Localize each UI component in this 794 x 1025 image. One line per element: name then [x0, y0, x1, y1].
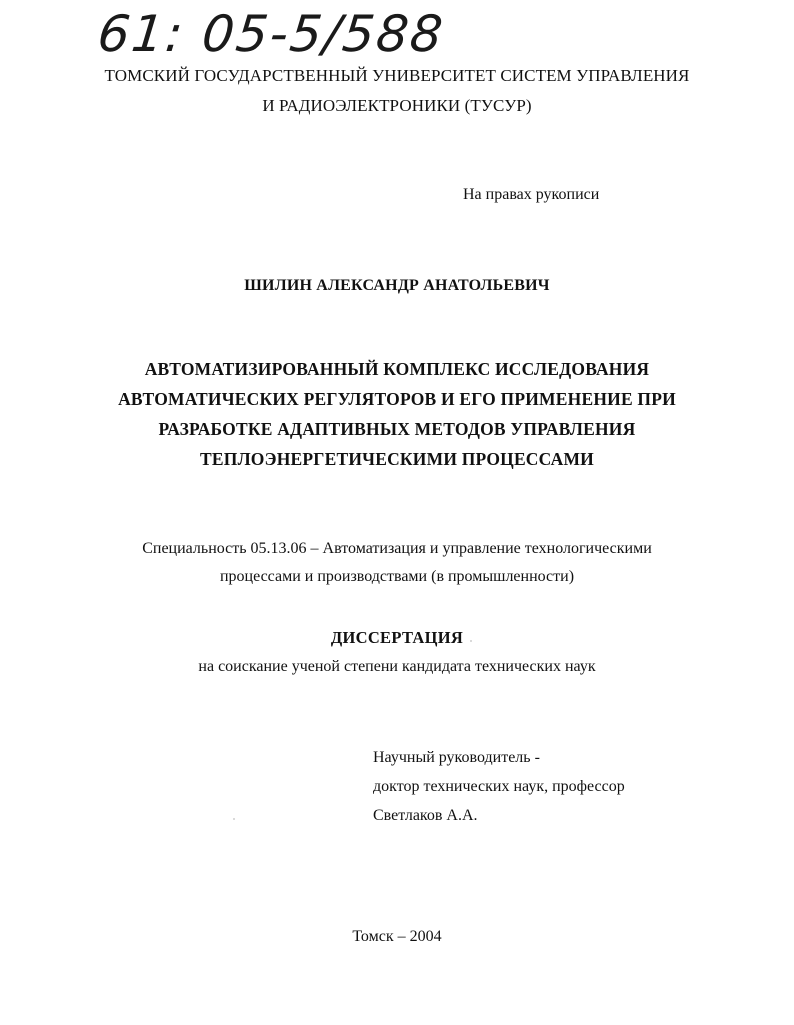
- city-and-year: Томск – 2004: [352, 928, 442, 945]
- thesis-title-line-2: АВТОМАТИЧЕСКИХ РЕГУЛЯТОРОВ И ЕГО ПРИМЕНЕНИЕ ПРИ: [118, 389, 676, 409]
- specialty-line-1: Специальность 05.13.06 – Автоматизация и управление технологическими: [142, 540, 652, 557]
- degree-statement: на соискание ученой степени кандидата технических наук: [198, 658, 596, 675]
- institution-name-line-1: ТОМСКИЙ ГОСУДАРСТВЕННЫЙ УНИВЕРСИТЕТ СИСТЕМ УПРАВЛЕНИЯ: [104, 66, 690, 85]
- thesis-title-line-1: АВТОМАТИЗИРОВАННЫЙ КОМПЛЕКС ИССЛЕДОВАНИЯ: [144, 359, 650, 379]
- scan-speck: [470, 640, 472, 642]
- manuscript-rights-note: На правах рукописи: [463, 186, 600, 203]
- scan-speck: [233, 818, 235, 820]
- specialty-line-2: процессами и производствами (в промышленности): [219, 568, 575, 585]
- advisor-credentials: доктор технических наук, профессор: [373, 778, 625, 795]
- institution-name-line-2: И РАДИОЭЛЕКТРОНИКИ (ТУСУР): [262, 96, 532, 115]
- thesis-title-line-4: ТЕПЛОЭНЕРГЕТИЧЕСКИМИ ПРОЦЕССАМИ: [200, 449, 594, 469]
- document-type-heading: ДИССЕРТАЦИЯ: [330, 628, 464, 647]
- advisor-role: Научный руководитель -: [373, 749, 540, 766]
- author-name: ШИЛИН АЛЕКСАНДР АНАТОЛЬЕВИЧ: [244, 277, 550, 294]
- handwritten-archive-code: 61: 05-5/588: [94, 5, 448, 63]
- advisor-name: Светлаков А.А.: [373, 807, 478, 824]
- thesis-title-line-3: РАЗРАБОТКЕ АДАПТИВНЫХ МЕТОДОВ УПРАВЛЕНИЯ: [158, 419, 636, 439]
